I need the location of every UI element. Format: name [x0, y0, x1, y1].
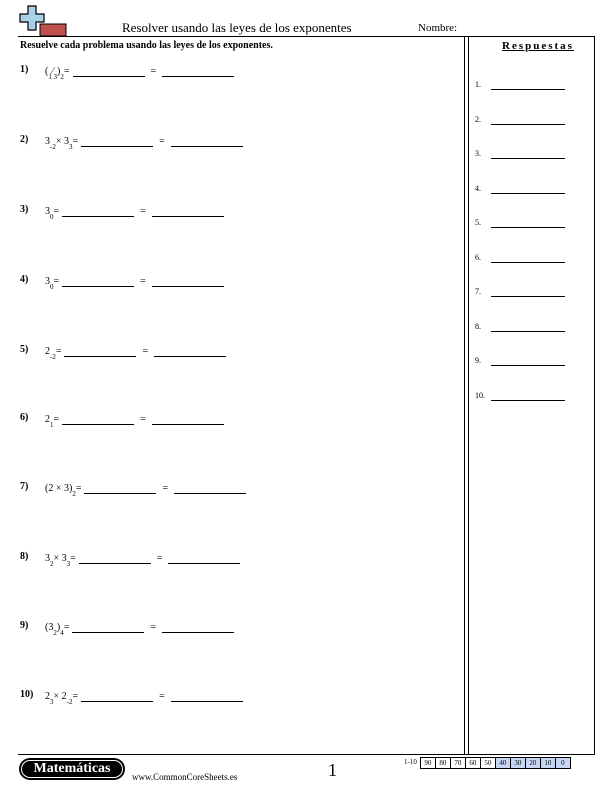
score-cell: 20: [525, 757, 541, 769]
column-divider-left: [464, 36, 465, 754]
expression-part: =: [72, 691, 79, 702]
answer-line[interactable]: [491, 89, 565, 90]
equals-sign: =: [140, 276, 146, 287]
answer-line[interactable]: [491, 365, 565, 366]
problem-expression: 2 1 = =: [45, 414, 227, 425]
work-blank[interactable]: [62, 206, 134, 217]
expression-part: =: [70, 553, 76, 564]
answer-label: 2.: [475, 114, 481, 124]
problem-number: 2): [20, 134, 29, 145]
answer-label: 8.: [475, 321, 481, 331]
page-number: 1: [328, 760, 337, 780]
answer-row-6: [475, 253, 595, 265]
expression-part: 2: [45, 346, 50, 357]
problem-expression: (3 2 ) 4 = =: [45, 622, 237, 633]
answer-label: 5.: [475, 218, 481, 227]
subject-badge-border: [21, 760, 123, 778]
work-blank[interactable]: [62, 414, 134, 425]
answers-title: Respuestas: [502, 40, 574, 52]
answer-blank[interactable]: [152, 414, 224, 425]
equals-sign: =: [142, 346, 149, 357]
problem-expression: (2 × 3) 2 = =: [45, 483, 249, 494]
score-cell: 60: [465, 757, 481, 769]
answer-row-4: [475, 184, 595, 196]
equals-sign: =: [150, 66, 157, 77]
equals-sign: =: [162, 483, 169, 494]
answer-label: 1.: [475, 80, 481, 89]
subject-badge-label: Matemáticas: [33, 761, 111, 776]
expression-part: =: [55, 346, 62, 357]
answer-blank[interactable]: [162, 622, 234, 633]
expression-part: =: [63, 66, 70, 77]
problem-number: 10): [20, 689, 34, 700]
work-blank[interactable]: [81, 691, 153, 702]
answer-label: 10.: [475, 390, 485, 400]
equals-sign: =: [159, 691, 165, 702]
expression-part: 3: [45, 276, 50, 287]
answer-line[interactable]: [491, 193, 565, 194]
answer-row-1: [475, 80, 595, 92]
problem-number: 6): [20, 412, 29, 423]
answer-label: 4.: [475, 183, 481, 193]
work-blank[interactable]: [64, 346, 136, 357]
answer-row-8: [475, 322, 595, 334]
header-rule: [18, 36, 594, 37]
expression-part: =: [53, 206, 60, 217]
expression-part: =: [75, 483, 82, 494]
expression-part: 2: [45, 691, 50, 702]
answer-blank[interactable]: [154, 346, 226, 357]
score-range-label: 1-10: [404, 758, 417, 766]
footer-rule: [18, 754, 595, 755]
problem-expression: 3 2 × 3 3 = =: [45, 553, 243, 564]
equals-sign: =: [159, 136, 165, 147]
problem-expression: 2 3 × 2 -2 = =: [45, 691, 246, 702]
problem-number: 4): [20, 274, 29, 285]
answer-line[interactable]: [491, 262, 565, 263]
equals-sign: =: [140, 206, 146, 217]
answer-line[interactable]: [491, 227, 565, 228]
answer-row-3: [475, 149, 595, 161]
work-blank[interactable]: [73, 66, 145, 77]
expression-part: × 3: [53, 553, 67, 564]
answer-row-9: [475, 356, 595, 368]
expression-part: =: [72, 136, 79, 147]
answer-line[interactable]: [491, 331, 565, 332]
expression-part: × 3: [55, 136, 69, 147]
problem-expression: 3 -2 × 3 3 = =: [45, 136, 246, 147]
work-blank[interactable]: [84, 483, 156, 494]
answer-line[interactable]: [491, 158, 565, 159]
expression-part: (2 × 3): [45, 483, 73, 494]
expression-part: ⁄: [51, 66, 54, 77]
name-label: Nombre:: [418, 22, 458, 34]
problem-number: 3): [20, 204, 29, 215]
answer-blank[interactable]: [171, 136, 243, 147]
worksheet-title: Resolver usando las leyes de los exponentes: [122, 20, 352, 35]
expression-part: (: [45, 66, 49, 77]
expression-part: ): [56, 622, 61, 633]
answer-label: 9.: [475, 356, 481, 365]
expression-part: 3: [45, 553, 50, 564]
answer-blank[interactable]: [152, 276, 224, 287]
site-url[interactable]: www.CommonCoreSheets.es: [132, 772, 238, 782]
answer-label: 3.: [475, 149, 481, 158]
expression-part: =: [53, 414, 60, 425]
score-table: [400, 757, 571, 769]
subject-badge: [19, 758, 125, 780]
answer-row-2: [475, 115, 595, 127]
answer-line[interactable]: [491, 124, 565, 125]
answer-blank[interactable]: [174, 483, 246, 494]
work-blank[interactable]: [72, 622, 144, 633]
score-cell: 0: [555, 757, 571, 769]
score-cell: 70: [450, 757, 466, 769]
answer-row-10: [475, 391, 595, 403]
answer-row-7: [475, 287, 595, 299]
problem-expression: ( 1 ⁄ 3 ) 2 = =: [45, 66, 237, 77]
equals-sign: =: [140, 414, 146, 425]
work-blank[interactable]: [81, 136, 153, 147]
answer-label: 6.: [475, 252, 481, 262]
expression-part: 3: [45, 136, 50, 147]
expression-part: 2: [45, 414, 50, 425]
problem-number: 5): [20, 344, 29, 355]
expression-part: (3: [45, 622, 54, 633]
work-blank[interactable]: [62, 276, 134, 287]
equals-sign: =: [150, 622, 156, 633]
expression-part: =: [63, 622, 70, 633]
plus-logo-icon: [18, 4, 68, 38]
problem-number: 7): [20, 481, 29, 492]
expression-part: × 2: [53, 691, 67, 702]
problem-expression: 3 0 = =: [45, 276, 227, 287]
expression-part: 3: [45, 206, 50, 217]
score-cell: 80: [435, 757, 451, 769]
problem-expression: 2 -2 = =: [45, 346, 229, 357]
problem-number: 9): [20, 620, 29, 631]
answer-blank[interactable]: [171, 691, 243, 702]
answer-line[interactable]: [491, 296, 565, 297]
score-cell: 50: [480, 757, 496, 769]
score-cell: 10: [540, 757, 556, 769]
instructions: Resuelve cada problema usando las leyes de los exponentes.: [20, 40, 273, 51]
expression-part: =: [53, 276, 60, 287]
score-cell: 40: [495, 757, 511, 769]
problem-number: 1): [20, 64, 29, 75]
problem-number: 8): [20, 551, 29, 562]
problem-expression: 3 0 = =: [45, 206, 227, 217]
expression-part: ): [57, 66, 61, 77]
answer-blank[interactable]: [162, 66, 234, 77]
score-cell: 30: [510, 757, 526, 769]
column-divider-right: [468, 36, 469, 754]
answer-label: 7.: [475, 287, 481, 296]
score-cell: 90: [420, 757, 436, 769]
answer-line[interactable]: [491, 400, 565, 401]
equals-sign: =: [156, 553, 163, 564]
work-blank[interactable]: [79, 553, 151, 564]
answer-blank[interactable]: [168, 553, 240, 564]
answer-row-5: [475, 218, 595, 230]
answer-blank[interactable]: [152, 206, 224, 217]
